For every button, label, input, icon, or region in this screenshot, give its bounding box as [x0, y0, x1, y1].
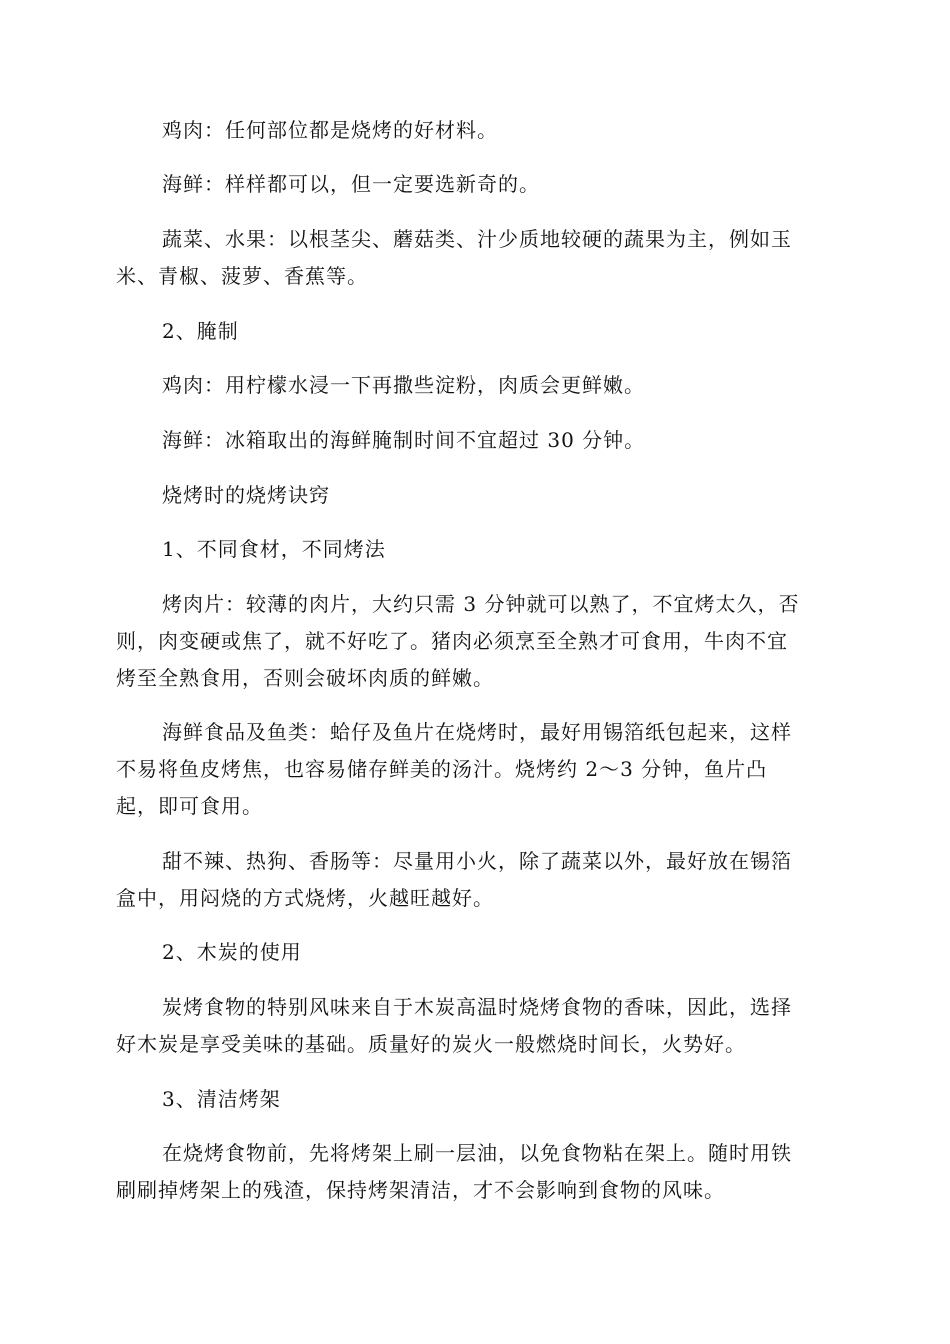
heading-marinate: 2、腌制 — [162, 319, 239, 343]
heading-clean-grill: 3、清洁烤架 — [162, 1087, 281, 1111]
paragraph-chicken-marinate: 鸡肉：用柠檬水浸一下再撒些淀粉，肉质会更鲜嫩。 — [162, 373, 645, 397]
paragraph-sausage-line1: 甜不辣、热狗、香肠等：尽量用小火，除了蔬菜以外，最好放在锡箔 — [162, 849, 792, 873]
heading-charcoal: 2、木炭的使用 — [162, 940, 302, 964]
paragraph-vegetables-fruit-line1: 蔬菜、水果：以根茎尖、蘑菇类、汁少质地较硬的蔬果为主，例如玉 — [162, 227, 792, 251]
paragraph-chicken-ingredient: 鸡肉：任何部位都是烧烤的好材料。 — [162, 118, 498, 142]
paragraph-clean-grill-line2: 刷刷掉烤架上的残渣，保持烤架清洁，才不会影响到食物的风味。 — [116, 1178, 725, 1202]
paragraph-seafood-fish-line3: 起，即可食用。 — [116, 794, 263, 818]
paragraph-charcoal-line2: 好木炭是享受美味的基础。质量好的炭火一般燃烧时间长，火势好。 — [116, 1032, 746, 1056]
heading-different-methods: 1、不同食材，不同烤法 — [162, 537, 386, 561]
paragraph-sausage-line2: 盒中，用闷烧的方式烧烤，火越旺越好。 — [116, 886, 494, 910]
paragraph-seafood-marinate: 海鲜：冰箱取出的海鲜腌制时间不宜超过 30 分钟。 — [162, 428, 646, 452]
paragraph-clean-grill-line1: 在烧烤食物前，先将烤架上刷一层油，以免食物粘在架上。随时用铁 — [162, 1141, 792, 1165]
paragraph-seafood-ingredient: 海鲜：样样都可以，但一定要选新奇的。 — [162, 172, 540, 196]
paragraph-meat-slices-line2: 则，肉变硬或焦了，就不好吃了。猪肉必须烹至全熟才可食用，牛肉不宜 — [116, 629, 788, 653]
paragraph-vegetables-fruit-line2: 米、青椒、菠萝、香蕉等。 — [116, 264, 368, 288]
paragraph-seafood-fish-line1: 海鲜食品及鱼类：蛤仔及鱼片在烧烤时，最好用锡箔纸包起来，这样 — [162, 720, 792, 744]
paragraph-charcoal-line1: 炭烤食物的特别风味来自于木炭高温时烧烤食物的香味，因此，选择 — [162, 995, 792, 1019]
paragraph-meat-slices-line3: 烤至全熟食用，否则会破坏肉质的鲜嫩。 — [116, 666, 494, 690]
paragraph-seafood-fish-line2: 不易将鱼皮烤焦，也容易储存鲜美的汤汁。烧烤约 2～3 分钟，鱼片凸 — [116, 757, 768, 781]
heading-bbq-tips: 烧烤时的烧烤诀窍 — [162, 483, 330, 507]
paragraph-meat-slices-line1: 烤肉片：较薄的肉片，大约只需 3 分钟就可以熟了，不宜烤太久，否 — [162, 592, 800, 616]
